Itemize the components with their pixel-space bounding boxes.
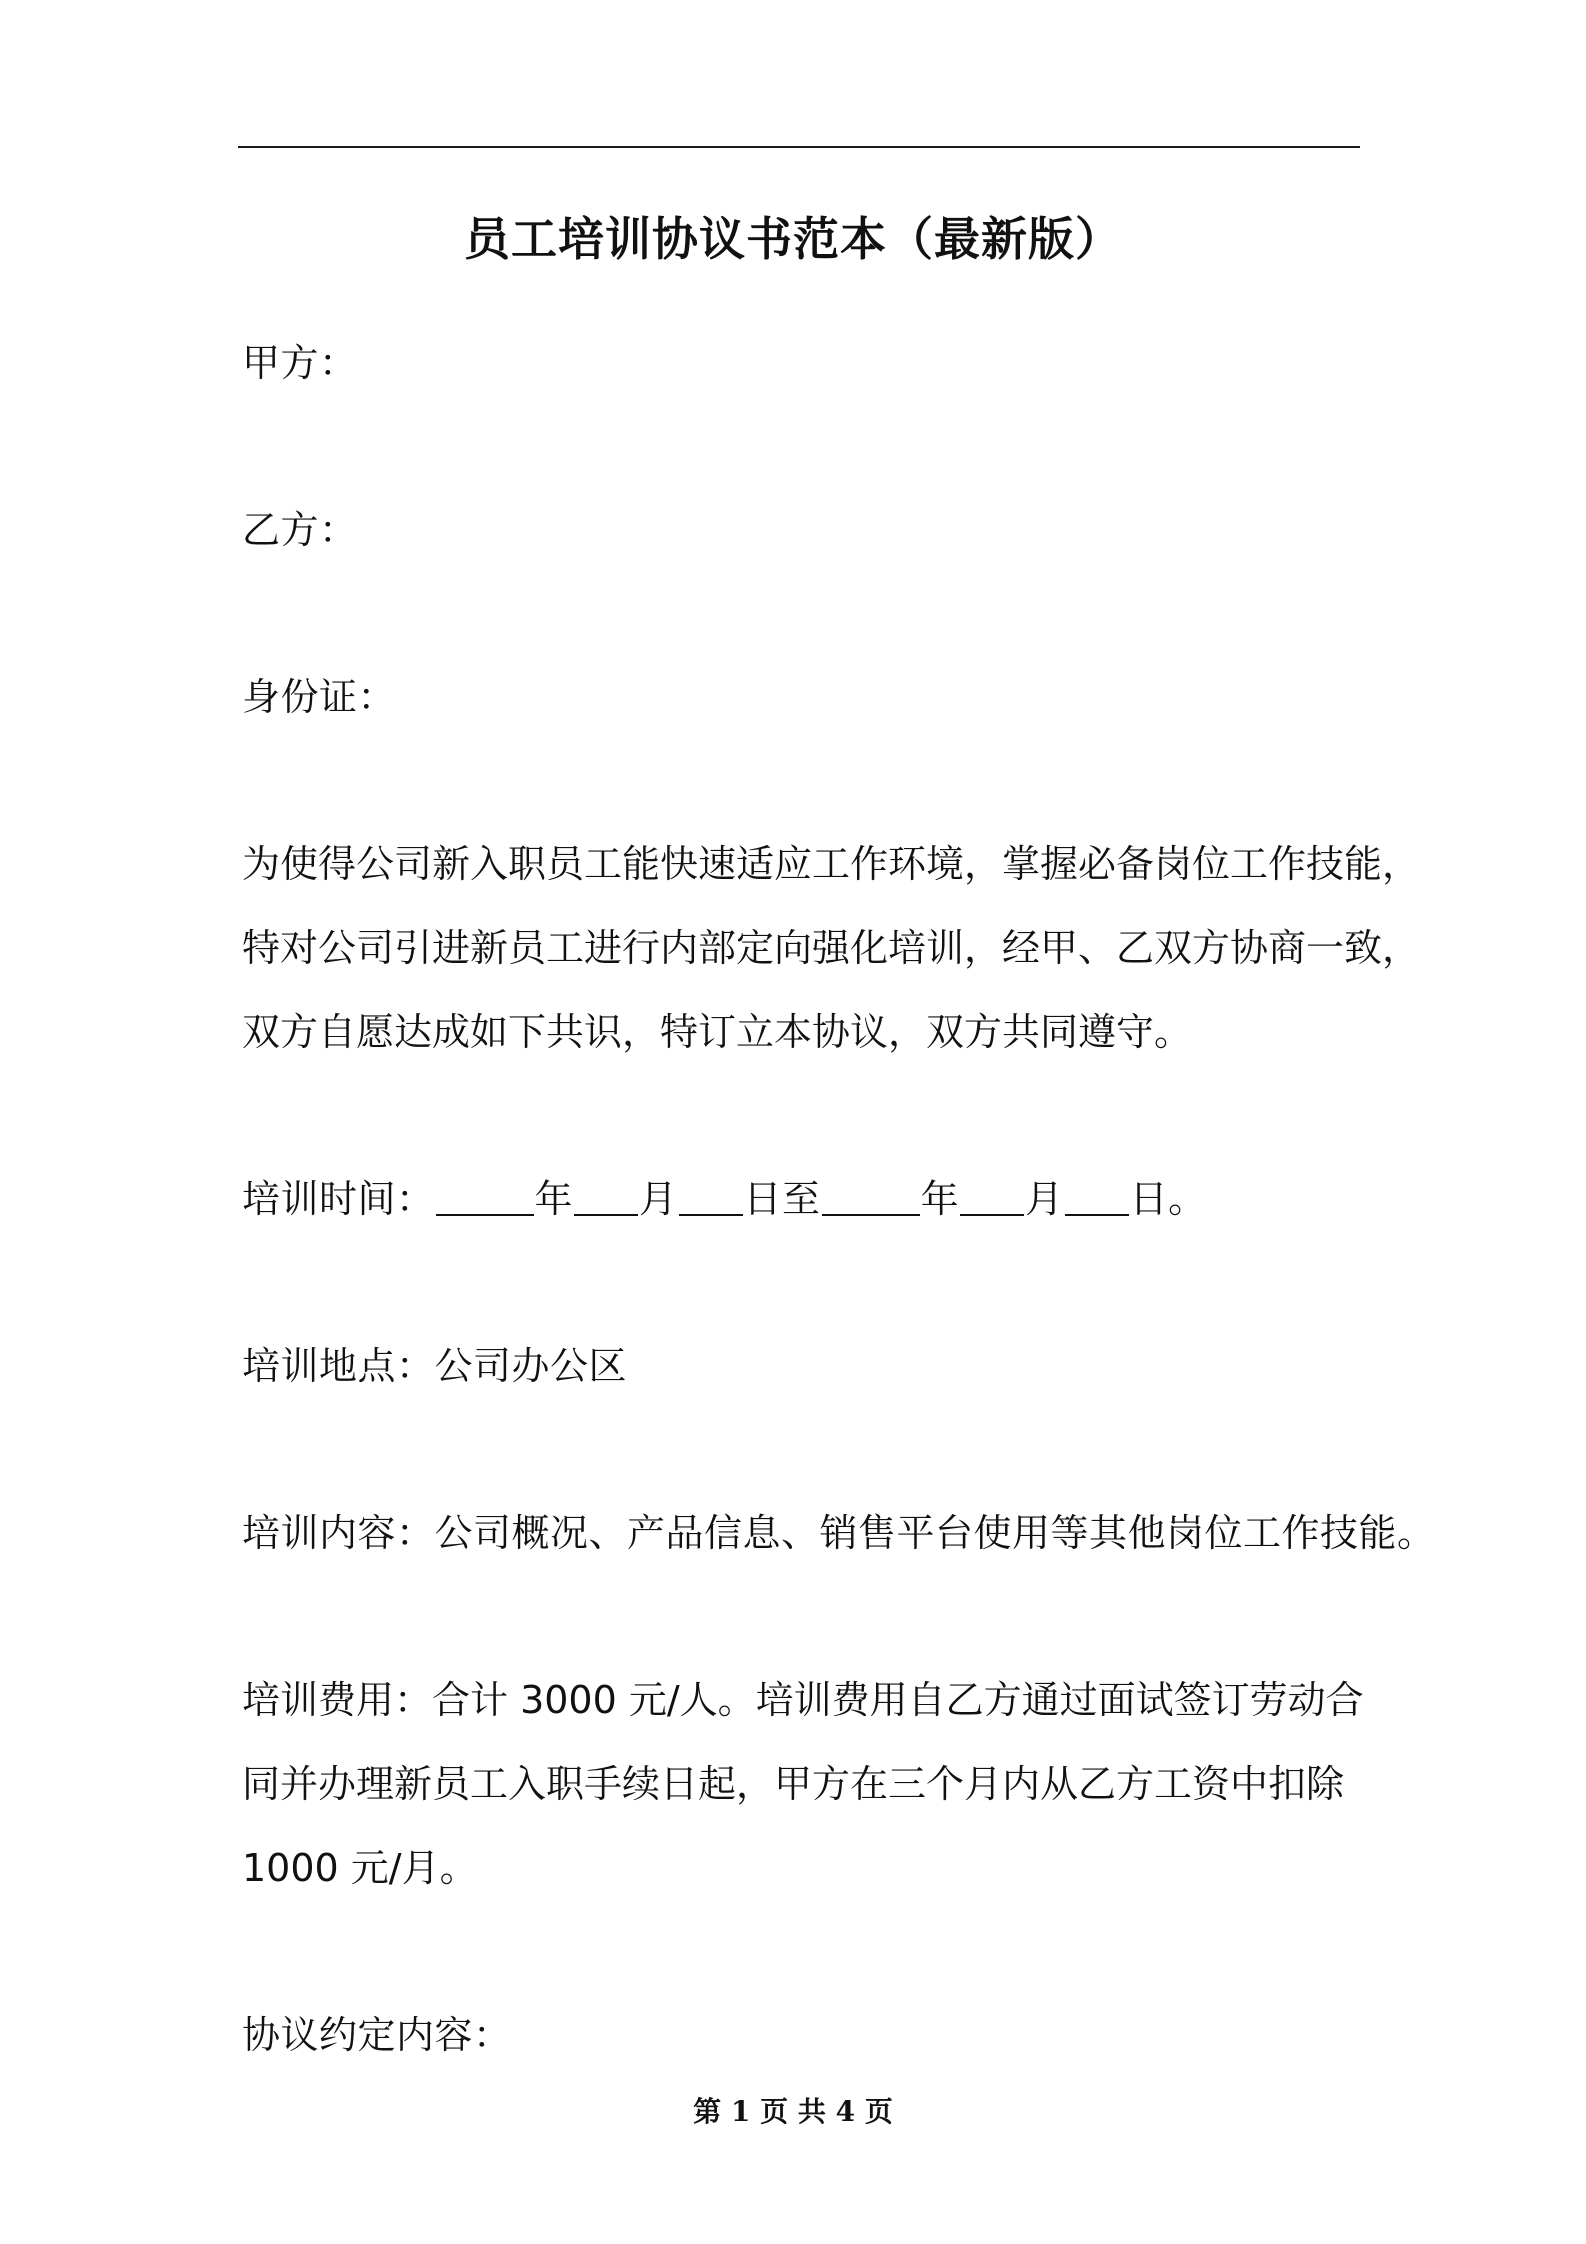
agreement-heading: 协议约定内容： — [242, 2013, 512, 2057]
training-time — [242, 1171, 1207, 1227]
party-a-label: 甲方： — [242, 341, 358, 385]
document-title: 员工培训协议书范本（最新版） — [464, 212, 1122, 266]
training-fee-line-2: 同并办理新员工入职手续日起，甲方在三个月内从乙方工资中扣除 — [242, 1762, 1345, 1806]
end-year-blank — [822, 1174, 920, 1216]
training-fee-line-3: 1000 元/月。 — [242, 1846, 478, 1890]
end-day-unit: 日。 — [1129, 1177, 1207, 1221]
party-b-label: 乙方： — [242, 508, 358, 552]
start-month-blank — [574, 1174, 638, 1216]
start-day-unit: 日至 — [743, 1177, 821, 1221]
start-year-unit: 年 — [534, 1177, 574, 1221]
training-location: 培训地点：公司办公区 — [242, 1344, 628, 1388]
start-month-unit: 月 — [639, 1177, 678, 1221]
training-fee-line-1: 培训费用：合计 3000 元/人。培训费用自乙方通过面试签订劳动合 — [242, 1678, 1364, 1722]
training-content: 培训内容：公司概况、产品信息、销售平台使用等其他岗位工作技能。 — [242, 1511, 1436, 1555]
end-month-blank — [960, 1174, 1024, 1216]
header-rule — [238, 146, 1360, 148]
training-time-label: 培训时间： — [242, 1177, 435, 1221]
intro-line-3: 双方自愿达成如下共识，特订立本协议，双方共同遵守。 — [242, 1010, 1193, 1054]
end-month-unit: 月 — [1025, 1177, 1064, 1221]
id-card-label: 身份证： — [242, 675, 397, 719]
intro-line-2: 特对公司引进新员工进行内部定向强化培训，经甲、乙双方协商一致， — [242, 926, 1421, 970]
intro-line-1: 为使得公司新入职员工能快速适应工作环境，掌握必备岗位工作技能， — [242, 842, 1421, 886]
start-year-blank — [436, 1174, 534, 1216]
page-number-footer: 第 1 页 共 4 页 — [693, 2095, 893, 2128]
end-day-blank — [1065, 1174, 1129, 1216]
end-year-unit: 年 — [920, 1177, 960, 1221]
start-day-blank — [679, 1174, 743, 1216]
